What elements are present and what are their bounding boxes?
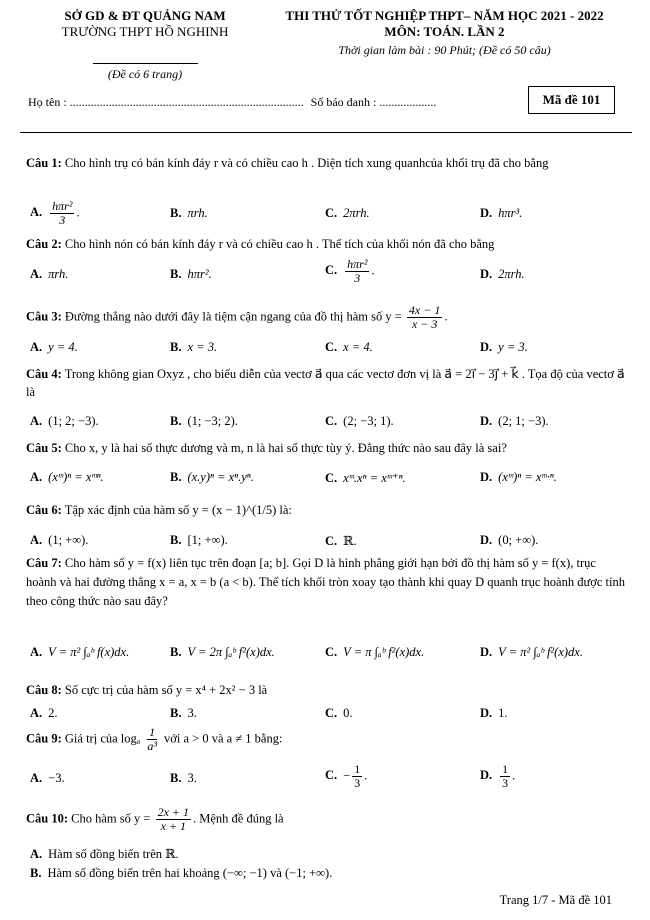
question-text: Cho hàm số y = <box>71 811 151 826</box>
question-7 <box>26 554 626 611</box>
q8-option-a[interactable] <box>30 706 58 721</box>
question-6 <box>26 503 292 518</box>
option-letter: D. <box>480 470 493 484</box>
option-letter: A. <box>30 470 43 484</box>
q9-option-c[interactable]: C. − $\frac{1}{3}$ . <box>325 762 368 790</box>
question-text-tail: với a > 0 và a ≠ 1 bằng: <box>164 731 283 746</box>
option-letter: D. <box>480 768 493 783</box>
question-text: Số cực trị của hàm số y = x⁴ + 2x² − 3 là <box>64 683 268 697</box>
question-3: Câu 3: Đường thẳng nào dưới đây là tiệm cận ngang của đồ thị hàm số y = $\frac{4x - 1}{x - 3}$ . <box>26 303 448 331</box>
q2-option-a[interactable] <box>30 267 68 282</box>
question-label: Câu 10: <box>26 811 69 826</box>
option-letter: D. <box>480 206 493 220</box>
fraction-numerator: 2x + 1 <box>157 805 189 819</box>
question-label: Câu 4: <box>26 367 62 381</box>
option-text: [1; +∞). <box>187 533 228 547</box>
q8-option-c[interactable] <box>325 706 353 721</box>
fraction-numerator: 1 <box>149 725 156 739</box>
option-letter: B. <box>170 206 182 220</box>
option-letter: B. <box>170 771 182 785</box>
q8-option-d[interactable] <box>480 706 508 721</box>
option-text: 2πrh. <box>498 267 525 281</box>
option-letter: C. <box>325 263 338 278</box>
q9-option-d[interactable]: D. $\frac{1}{3}$ . <box>480 762 516 790</box>
fraction <box>156 806 191 833</box>
option-text: (x.y)ⁿ = xⁿ.yⁿ. <box>187 470 254 484</box>
option-letter: D. <box>480 267 493 281</box>
q3-option-a[interactable] <box>30 340 78 355</box>
time-note: Thời gian làm bài : 90 Phút; (Đề có 50 câu) <box>338 43 551 57</box>
minus-sign: − <box>343 768 351 783</box>
q4-option-c[interactable] <box>325 414 394 429</box>
header-rule <box>20 132 632 133</box>
option-text: (2; 1; −3). <box>498 414 549 428</box>
fraction-numerator: 4x − 1 <box>408 303 441 317</box>
subject: MÔN: TOÁN. LẦN 2 <box>384 24 505 39</box>
question-label: Câu 8: <box>26 683 62 697</box>
option-letter: D. <box>480 533 493 547</box>
option-text: (0; +∞). <box>498 533 539 547</box>
question-4 <box>26 365 626 401</box>
option-letter: D. <box>480 414 493 428</box>
option-letter: A. <box>30 771 43 785</box>
fraction <box>500 763 510 790</box>
fraction-denominator: 3 <box>354 271 361 285</box>
option-text: x = 4. <box>343 340 373 354</box>
option-letter: C. <box>325 768 338 783</box>
option-text: Hàm số đồng biến trên ℝ. <box>48 847 179 861</box>
option-text: hπr². <box>187 267 212 281</box>
option-text: (1; +∞). <box>48 533 89 547</box>
option-letter: B. <box>170 340 182 354</box>
q2-option-c[interactable]: C. $\frac{\text{hπr²}}{3}$ . <box>325 257 375 285</box>
fraction-denominator: 3 <box>502 776 509 790</box>
option-text: πrh. <box>48 267 69 281</box>
q3-option-d[interactable] <box>480 340 528 355</box>
option-text: V = π² ∫ₐᵇ f(x)dx. <box>48 645 130 659</box>
option-text: y = 3. <box>498 340 528 354</box>
option-text: hπr³. <box>498 206 523 220</box>
option-text: Hàm số đồng biến trên hai khoảng (−∞; −1) và (−1; +∞). <box>47 866 333 880</box>
fraction <box>145 726 159 753</box>
option-letter: D. <box>480 340 493 354</box>
fraction <box>345 258 369 285</box>
question-label: Câu 1: <box>26 156 62 170</box>
school-name: TRƯỜNG THPT HỒ NGHINH <box>61 24 229 39</box>
fraction-denominator: x − 3 <box>411 317 438 331</box>
option-letter: C. <box>325 414 338 428</box>
question-label: Câu 6: <box>26 503 62 517</box>
question-5 <box>26 441 507 456</box>
fraction-denominator: 3 <box>59 213 66 227</box>
question-9 <box>26 726 282 753</box>
exam-title: THI THỬ TỐT NGHIỆP THPT– NĂM HỌC 2021 - 2022 <box>285 8 604 23</box>
question-label: Câu 2: <box>26 237 62 251</box>
option-letter: A. <box>30 205 43 220</box>
option-text: −3. <box>48 771 65 785</box>
option-letter: A. <box>30 706 43 720</box>
q5-option-a[interactable] <box>30 470 104 485</box>
option-text: (xᵐ)ⁿ = xᵐⁿ. <box>48 470 104 484</box>
option-letter: C. <box>325 534 338 548</box>
question-text-tail: . Mệnh đề đúng là <box>193 811 284 826</box>
option-letter: A. <box>30 847 43 861</box>
q3-option-c[interactable] <box>325 340 373 355</box>
q1-option-b[interactable] <box>170 206 208 221</box>
option-text: 3. <box>187 706 197 720</box>
option-letter: B. <box>170 645 182 659</box>
header-right <box>262 8 627 58</box>
option-letter: C. <box>325 471 338 485</box>
q10-option-b[interactable] <box>30 866 332 881</box>
question-text: Đường thẳng nào dưới đây là tiệm cận ngang của đồ thị hàm số y = <box>64 309 402 324</box>
student-info-row <box>28 95 436 110</box>
fraction-denominator: a³ <box>147 739 157 753</box>
q9-option-b[interactable] <box>170 771 197 786</box>
page-footer: Trang 1/7 - Mã đề 101 <box>499 893 612 907</box>
option-text: (1; 2; −3). <box>48 414 99 428</box>
option-letter: C. <box>325 206 338 220</box>
fraction-denominator: 3 <box>354 776 361 790</box>
question-text: Cho hình trụ có bán kính đáy r và có chiều cao h . Diện tích xung quanhcủa khối trụ đã cho bằng <box>64 156 549 170</box>
fraction <box>352 763 362 790</box>
option-letter: A. <box>30 267 43 281</box>
option-letter: C. <box>325 706 338 720</box>
q7-option-a[interactable] <box>30 645 129 660</box>
header-left <box>30 8 260 82</box>
option-text: 3. <box>187 771 197 785</box>
q9-option-a[interactable] <box>30 771 65 786</box>
question-10 <box>26 806 284 833</box>
q3-option-b[interactable] <box>170 340 217 355</box>
q2-option-b[interactable] <box>170 267 212 282</box>
question-text: Cho hàm số y = f(x) liên tục trên đoạn [a; b]. Gọi D là hình phẳng giới hạn bởi đồ thị hàm số y = f(x), trục hoành và hai đường thẳng x = a, x = b (a < b). Thể tích khối tròn xoay tạo thành khi quay D quanh trục hoành được tính theo công thức nào sau đây? <box>26 556 625 608</box>
option-text: (xᵐ)ⁿ = xᵐ·ⁿ. <box>498 470 557 484</box>
sbd-field-label: Số báo danh : ................... <box>310 95 437 109</box>
q6-option-d[interactable] <box>480 533 538 548</box>
question-label: Câu 7: <box>26 556 62 570</box>
q2-option-d[interactable] <box>480 267 525 282</box>
fraction <box>407 304 442 331</box>
exam-code-box: Mã đề 101 <box>528 86 615 114</box>
fraction <box>50 200 74 227</box>
question-1 <box>26 154 626 172</box>
option-text: πrh. <box>187 206 208 220</box>
option-text: (2; −3; 1). <box>343 414 394 428</box>
option-letter: C. <box>325 340 338 354</box>
q10-option-a[interactable] <box>30 846 179 862</box>
option-letter: A. <box>30 533 43 547</box>
question-8 <box>26 683 267 698</box>
option-text: 2. <box>48 706 58 720</box>
option-text: V = 2π ∫ₐᵇ f²(x)dx. <box>187 645 275 659</box>
option-letter: B. <box>30 866 42 880</box>
q4-option-d[interactable] <box>480 414 549 429</box>
fraction-numerator: 1 <box>354 762 361 776</box>
q1-option-c[interactable] <box>325 206 370 221</box>
option-letter: A. <box>30 414 43 428</box>
option-letter: B. <box>170 533 182 547</box>
q4-option-b[interactable] <box>170 414 238 429</box>
question-2 <box>26 237 494 252</box>
department-name: SỞ GD & ĐT QUẢNG NAM <box>64 8 226 23</box>
option-text: y = 4. <box>48 340 78 354</box>
question-text: Cho hình nón có bán kính đáy r và có chiều cao h . Thể tích của khối nón đã cho bằng <box>64 237 495 251</box>
option-letter: B. <box>170 706 182 720</box>
fraction-numerator: hπr² <box>52 199 73 213</box>
q1-option-d[interactable] <box>480 206 522 221</box>
q6-option-c[interactable] <box>325 533 357 549</box>
option-letter: A. <box>30 645 43 659</box>
option-letter: D. <box>480 645 493 659</box>
q7-option-b[interactable] <box>170 645 275 660</box>
q7-option-d[interactable] <box>480 645 583 660</box>
question-label: Câu 9: <box>26 731 62 746</box>
question-text: Giá trị của logₐ <box>64 731 141 746</box>
question-text: Trong không gian Oxyz , cho biểu diễn của vectơ a⃗ qua các vectơ đơn vị là a⃗ = 2i⃗ − 3j⃗ + k⃗ . Tọa độ của vectơ a⃗ là <box>26 367 625 399</box>
question-text: Tập xác định của hàm số y = (x − 1)^(1/5) là: <box>64 503 292 517</box>
q5-option-c[interactable] <box>325 470 406 486</box>
option-text: xᵐ.xⁿ = xᵐ⁺ⁿ. <box>343 471 406 485</box>
fraction-numerator: 1 <box>502 762 509 776</box>
q7-option-c[interactable] <box>325 645 424 660</box>
q1-option-a[interactable]: A. $\frac{\text{hπr²}}{3}$ . <box>30 199 80 227</box>
option-letter: A. <box>30 340 43 354</box>
question-label: Câu 5: <box>26 441 62 455</box>
option-letter: C. <box>325 645 338 659</box>
option-text: x = 3. <box>187 340 218 354</box>
q4-option-a[interactable] <box>30 414 99 429</box>
fraction-denominator: x + 1 <box>160 819 186 833</box>
q5-option-d[interactable] <box>480 470 557 485</box>
option-letter: B. <box>170 414 182 428</box>
option-letter: D. <box>480 706 493 720</box>
option-text: ℝ. <box>343 534 357 548</box>
q6-option-a[interactable] <box>30 533 88 548</box>
name-field-label: Họ tên : .............................................................................. <box>28 95 304 109</box>
q8-option-b[interactable] <box>170 706 197 721</box>
pages-note: (Đề có 6 trang) <box>107 67 183 81</box>
option-letter: B. <box>170 267 182 281</box>
option-text: (1; −3; 2). <box>187 414 238 428</box>
header-divider <box>93 63 198 64</box>
q6-option-b[interactable] <box>170 533 228 548</box>
question-label: Câu 3: <box>26 309 62 324</box>
option-text: 1. <box>498 706 508 720</box>
fraction-numerator: hπr² <box>347 257 368 271</box>
option-letter: B. <box>170 470 182 484</box>
option-text: 0. <box>343 706 353 720</box>
question-text: Cho x, y là hai số thực dương và m, n là hai số thực tùy ý. Đẳng thức nào sau đây là sai? <box>64 441 507 455</box>
option-text: 2πrh. <box>343 206 370 220</box>
q5-option-b[interactable] <box>170 470 254 485</box>
option-text: V = π ∫ₐᵇ f²(x)dx. <box>343 645 425 659</box>
option-text: V = π² ∫ₐᵇ f²(x)dx. <box>498 645 583 659</box>
